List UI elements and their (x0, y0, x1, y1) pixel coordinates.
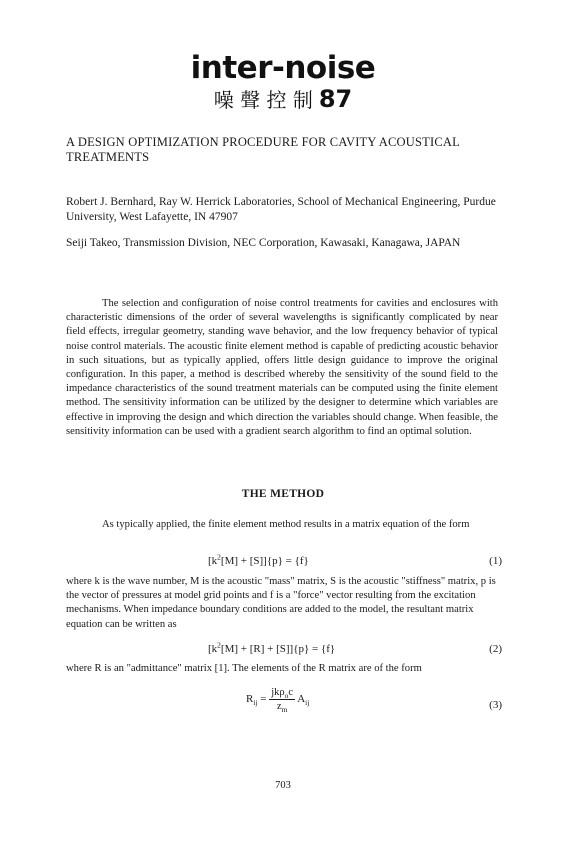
equation-1: $[k^2[M] + [S]]\{p\} = \{f\}$ (208, 552, 309, 567)
method-paragraph-2: where k is the wave number, M is the acoustic "mass" matrix, S is the acoustic "stiffness" matrix, p is the vector of pressures at model grid points and f is a "force" vector resulting from the excitation mechanisms. When impedance boundary conditions are added to the model, the resultant matrix equation can be written as (66, 576, 496, 630)
abstract: The selection and configuration of noise control treatments for cavities and enclosures with characteristic dimensions of the order of several wavelengths is significantly complicated by near field effects, irregular geometry, standing wave behavior, and the low frequency behavior of typical noise control materials. The acoustic finite element method is capable of predicting acoustic behavior in such situations, but as typically applied, offers little design guidance to improve the original configuration. In this paper, a method is described whereby the sensitivity of the sound field to the impedance characteristics of the sound treatment materials can be computed using the finite element method. The sensitivity information can be utilized by the designer to determine which variables are effective in improving the design and which direction the variables should change. When feasible, the sensitivity information can be used with a gradient search algorithm to find an optimal solution. (66, 298, 498, 437)
paper-title: A DESIGN OPTIMIZATION PROCEDURE FOR CAVITY ACOUSTICAL TREATMENTS (66, 135, 460, 164)
equation-3-number: (3) (489, 699, 502, 711)
page-number: 703 (275, 780, 291, 791)
author-affiliation-2: Seiji Takeo, Transmission Division, NEC Corporation, Kawasaki, Kanagawa, JAPAN (66, 237, 461, 249)
method-paragraph-1: As typically applied, the finite element method results in a matrix equation of the form (102, 519, 470, 530)
equation-3-fraction: $\frac{jk\rho_oc}{z_m}$ (271, 687, 294, 715)
conference-logo: inter-noise (190, 50, 376, 86)
logo-year: 87 (318, 85, 353, 113)
author-affiliation-1: Robert J. Bernhard, Ray W. Herrick Laboratories, School of Mechanical Engineering, Purdue University, West Lafayette, IN 47907 (66, 196, 496, 223)
method-paragraph-3: where R is an "admittance" matrix [1]. The elements of the R matrix are of the form (66, 663, 422, 674)
conference-logo-subtitle (0, 86, 566, 113)
logo-chinese-text: 噪 聲 控 制 (213, 88, 313, 112)
equation-1-number: (1) (489, 555, 502, 567)
equation-2: $[k^2[M] + [R] + [S]]\{p\} = \{f\}$ (208, 640, 336, 655)
equation-2-number: (2) (489, 643, 502, 655)
equation-3: $R_{ij}$ = $\frac{jk\rho_oc}{z_m}$ $A_{ij}$ (246, 687, 310, 715)
section-heading: THE METHOD (241, 488, 325, 500)
